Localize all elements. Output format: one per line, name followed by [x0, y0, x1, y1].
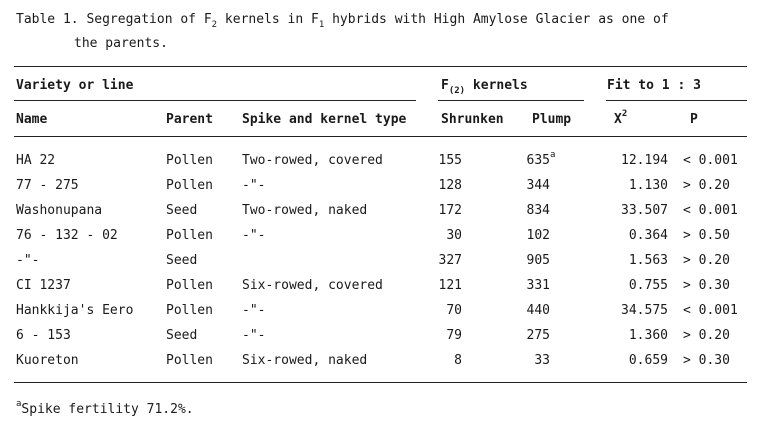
cell-type: Six-rowed, covered [242, 278, 383, 293]
cell-shrunken: 30 [446, 228, 462, 243]
cell-chi-square: 0.659 [628, 353, 668, 368]
cell-chi-square: 34.575 [621, 303, 668, 318]
cell-plump: 344 [526, 178, 550, 193]
footnote-marker: a [16, 399, 22, 409]
header-fit-to-ratio: Fit to 1 : 3 [607, 78, 701, 93]
cell-p: < 0.001 [683, 303, 738, 318]
col-header-shrunken: Shrunken [441, 112, 504, 127]
caption-mid: kernels in F [224, 12, 319, 27]
cell-plump: 331 [526, 278, 550, 293]
plump-value: 635 [526, 153, 550, 168]
cell-name: HA 22 [16, 153, 56, 168]
cell-chi-square: 0.364 [628, 228, 668, 243]
cell-p: > 0.20 [683, 328, 730, 343]
cell-name: 77 - 275 [16, 178, 79, 193]
cell-name: 6 - 153 [16, 328, 71, 343]
col-header-chi-square [614, 109, 628, 127]
cell-plump: 905 [526, 253, 550, 268]
cell-p: < 0.001 [683, 153, 738, 168]
cell-name: Hankkija's Eero [16, 303, 134, 318]
header-f-subscript: (2) [448, 86, 466, 96]
cell-parent: Pollen [166, 228, 213, 243]
cell-parent: Pollen [166, 153, 213, 168]
cell-p: > 0.20 [683, 178, 730, 193]
cell-shrunken: 327 [438, 253, 462, 268]
cell-plump: 834 [526, 203, 550, 218]
cell-p: > 0.50 [683, 228, 730, 243]
cell-name: Kuoreton [16, 353, 79, 368]
variety-group-rule [14, 100, 416, 101]
cell-chi-square: 33.507 [621, 203, 668, 218]
cell-chi-square: 1.130 [628, 178, 668, 193]
col-header-type: Spike and kernel type [242, 112, 407, 127]
header-bottom-rule [14, 136, 747, 137]
cell-shrunken: 8 [454, 353, 462, 368]
cell-type: Six-rowed, naked [242, 353, 368, 368]
cell-name: CI 1237 [16, 278, 71, 293]
kernels-group-rule [438, 100, 584, 101]
header-f-letter: F [441, 78, 449, 93]
footnote-text: Spike fertility 71.2%. [21, 402, 194, 417]
cell-p: < 0.001 [683, 203, 738, 218]
cell-plump: 102 [526, 228, 550, 243]
cell-p: > 0.30 [683, 353, 730, 368]
footnote [16, 399, 194, 417]
caption-line-2: the parents. [74, 36, 168, 51]
cell-shrunken: 70 [446, 303, 462, 318]
chi-superscript: 2 [621, 109, 628, 119]
cell-chi-square: 1.360 [628, 328, 668, 343]
cell-shrunken: 79 [446, 328, 462, 343]
cell-shrunken: 121 [438, 278, 462, 293]
cell-plump: 33 [534, 353, 550, 368]
cell-name: -"- [16, 253, 40, 268]
cell-type: -"- [242, 178, 266, 193]
col-header-plump: Plump [532, 112, 572, 127]
cell-parent: Seed [166, 253, 198, 268]
header-f2-kernels [441, 78, 528, 96]
cell-plump: 275 [526, 328, 550, 343]
cell-parent: Pollen [166, 278, 213, 293]
caption-f1-subscript: 1 [318, 20, 325, 30]
col-header-name: Name [16, 112, 48, 127]
cell-type: Two-rowed, covered [242, 153, 383, 168]
cell-parent: Seed [166, 328, 198, 343]
chi-letter: X [614, 112, 622, 127]
cell-plump: 440 [526, 303, 550, 318]
cell-type: -"- [242, 303, 266, 318]
cell-type: -"- [242, 328, 266, 343]
header-variety-or-line: Variety or line [16, 78, 134, 93]
caption-suffix: hybrids with High Amylose Glacier as one of [332, 12, 669, 27]
cell-plump [527, 153, 550, 168]
header-kernels-word: kernels [472, 78, 528, 93]
cell-shrunken: 155 [438, 153, 462, 168]
cell-parent: Pollen [166, 353, 213, 368]
cell-name: Washonupana [16, 203, 103, 218]
cell-name: 76 - 132 - 02 [16, 228, 118, 243]
table-top-rule [14, 66, 747, 67]
cell-shrunken: 128 [438, 178, 462, 193]
table-caption [16, 12, 669, 30]
cell-chi-square: 12.194 [621, 153, 668, 168]
cell-p: > 0.30 [683, 278, 730, 293]
cell-parent: Seed [166, 203, 198, 218]
cell-shrunken: 172 [438, 203, 462, 218]
table-bottom-rule [14, 382, 747, 383]
caption-prefix: Table 1. Segregation of F [16, 12, 212, 27]
fit-group-rule [606, 100, 747, 101]
cell-p: > 0.20 [683, 253, 730, 268]
cell-type: Two-rowed, naked [242, 203, 368, 218]
cell-parent: Pollen [166, 178, 213, 193]
cell-type: -"- [242, 228, 266, 243]
col-header-parent: Parent [166, 112, 213, 127]
cell-chi-square: 0.755 [628, 278, 668, 293]
cell-chi-square: 1.563 [628, 253, 668, 268]
cell-parent: Pollen [166, 303, 213, 318]
col-header-p: P [690, 112, 698, 127]
caption-f2-subscript: 2 [211, 20, 218, 30]
